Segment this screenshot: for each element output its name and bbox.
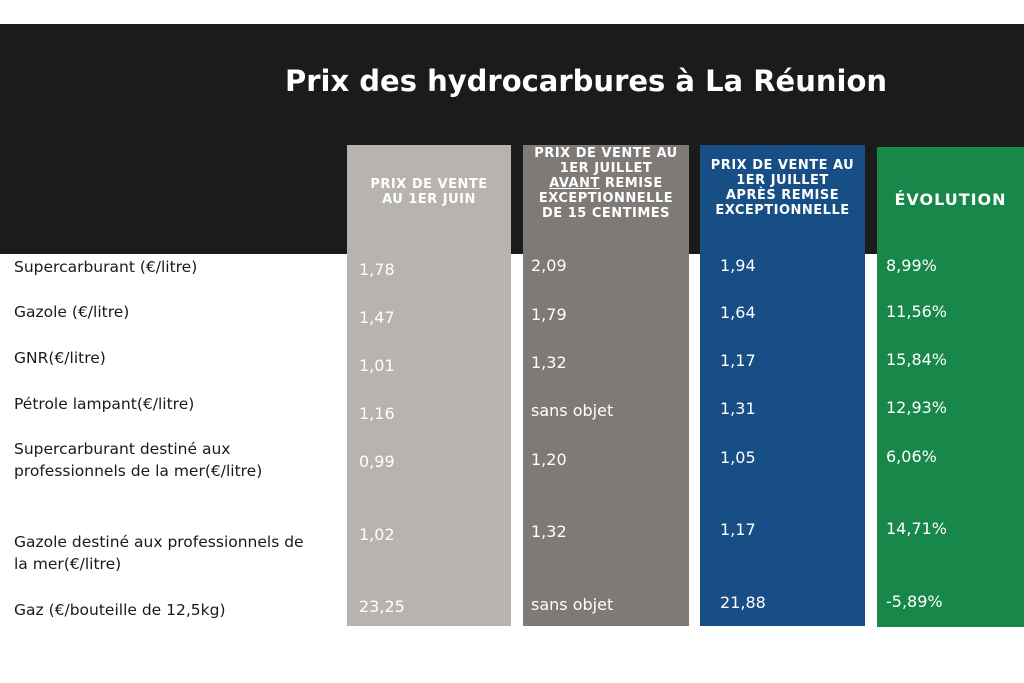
cell-avant-remise: sans objet bbox=[531, 595, 614, 614]
cell-juin: 1,47 bbox=[359, 308, 395, 327]
column-header-evolution bbox=[877, 191, 1024, 209]
cell-apres-remise: 1,94 bbox=[720, 256, 756, 275]
header-line: PRIX DE VENTE AU bbox=[534, 146, 678, 161]
cell-apres-remise: 1,31 bbox=[720, 399, 756, 418]
header-underlined-word: AVANT bbox=[549, 176, 600, 191]
cell-evolution: 8,99% bbox=[886, 256, 937, 275]
column-header-prix-apres-remise bbox=[700, 158, 865, 218]
row-label-supercarburant bbox=[14, 256, 349, 278]
cell-avant-remise: 2,09 bbox=[531, 256, 567, 275]
row-label-gazole-mer bbox=[14, 531, 349, 575]
header-line bbox=[523, 176, 689, 191]
cell-juin: 23,25 bbox=[359, 597, 405, 616]
header-line-rest: REMISE bbox=[599, 176, 663, 191]
header-line: ÉVOLUTION bbox=[894, 190, 1007, 209]
cell-apres-remise: 21,88 bbox=[720, 593, 766, 612]
cell-juin: 1,16 bbox=[359, 404, 395, 423]
cell-evolution: 11,56% bbox=[886, 302, 948, 321]
column-prix-1er-juin bbox=[347, 145, 511, 626]
column-evolution bbox=[877, 147, 1024, 627]
cell-apres-remise: 1,17 bbox=[720, 520, 756, 539]
column-header-prix-1er-juin bbox=[347, 177, 511, 207]
row-label-supercarburant-mer bbox=[14, 438, 349, 482]
header-line: APRÈS REMISE bbox=[725, 188, 840, 203]
cell-avant-remise: sans objet bbox=[531, 401, 614, 420]
cell-evolution: 6,06% bbox=[886, 447, 937, 466]
column-prix-avant-remise bbox=[523, 145, 689, 626]
row-label-line: GNR(€/litre) bbox=[14, 349, 106, 367]
cell-apres-remise: 1,64 bbox=[720, 303, 756, 322]
row-label-line: Gaz (€/bouteille de 12,5kg) bbox=[14, 601, 226, 619]
column-header-prix-avant-remise bbox=[523, 146, 689, 221]
header-line: PRIX DE VENTE AU bbox=[710, 158, 855, 173]
cell-juin: 0,99 bbox=[359, 452, 395, 471]
row-label-line: Supercarburant (€/litre) bbox=[14, 258, 198, 276]
cell-avant-remise: 1,79 bbox=[531, 305, 567, 324]
row-label-gazole bbox=[14, 301, 349, 323]
header-line: 1ER JUILLET bbox=[736, 173, 829, 188]
row-label-gnr bbox=[14, 347, 349, 369]
header-line: PRIX DE VENTE bbox=[370, 177, 488, 192]
header-line: DE 15 CENTIMES bbox=[542, 206, 670, 221]
header-line: EXCEPTIONNELLE bbox=[538, 191, 674, 206]
cell-apres-remise: 1,05 bbox=[720, 448, 756, 467]
cell-juin: 1,02 bbox=[359, 525, 395, 544]
row-label-gaz bbox=[14, 599, 349, 621]
header-line: AU 1ER JUIN bbox=[382, 192, 476, 207]
cell-evolution: 15,84% bbox=[886, 350, 948, 369]
cell-evolution: -5,89% bbox=[886, 592, 943, 611]
row-label-line: professionnels de la mer(€/litre) bbox=[14, 462, 263, 480]
page-title: Prix des hydrocarbures à La Réunion bbox=[285, 64, 888, 98]
cell-avant-remise: 1,32 bbox=[531, 522, 567, 541]
row-label-line: Pétrole lampant(€/litre) bbox=[14, 395, 195, 413]
cell-evolution: 14,71% bbox=[886, 519, 948, 538]
row-label-line: Gazole destiné aux professionnels de bbox=[14, 533, 304, 551]
cell-juin: 1,78 bbox=[359, 260, 395, 279]
cell-avant-remise: 1,32 bbox=[531, 353, 567, 372]
column-prix-apres-remise bbox=[700, 145, 865, 626]
title-banner bbox=[0, 24, 1024, 254]
row-label-line: Gazole (€/litre) bbox=[14, 303, 130, 321]
cell-juin: 1,01 bbox=[359, 356, 395, 375]
row-label-petrole-lampant bbox=[14, 393, 349, 415]
header-line: 1ER JUILLET bbox=[559, 161, 653, 176]
row-label-line: la mer(€/litre) bbox=[14, 555, 122, 573]
row-label-line: Supercarburant destiné aux bbox=[14, 440, 231, 458]
cell-avant-remise: 1,20 bbox=[531, 450, 567, 469]
cell-apres-remise: 1,17 bbox=[720, 351, 756, 370]
cell-evolution: 12,93% bbox=[886, 398, 948, 417]
header-line: EXCEPTIONNELLE bbox=[715, 203, 850, 218]
